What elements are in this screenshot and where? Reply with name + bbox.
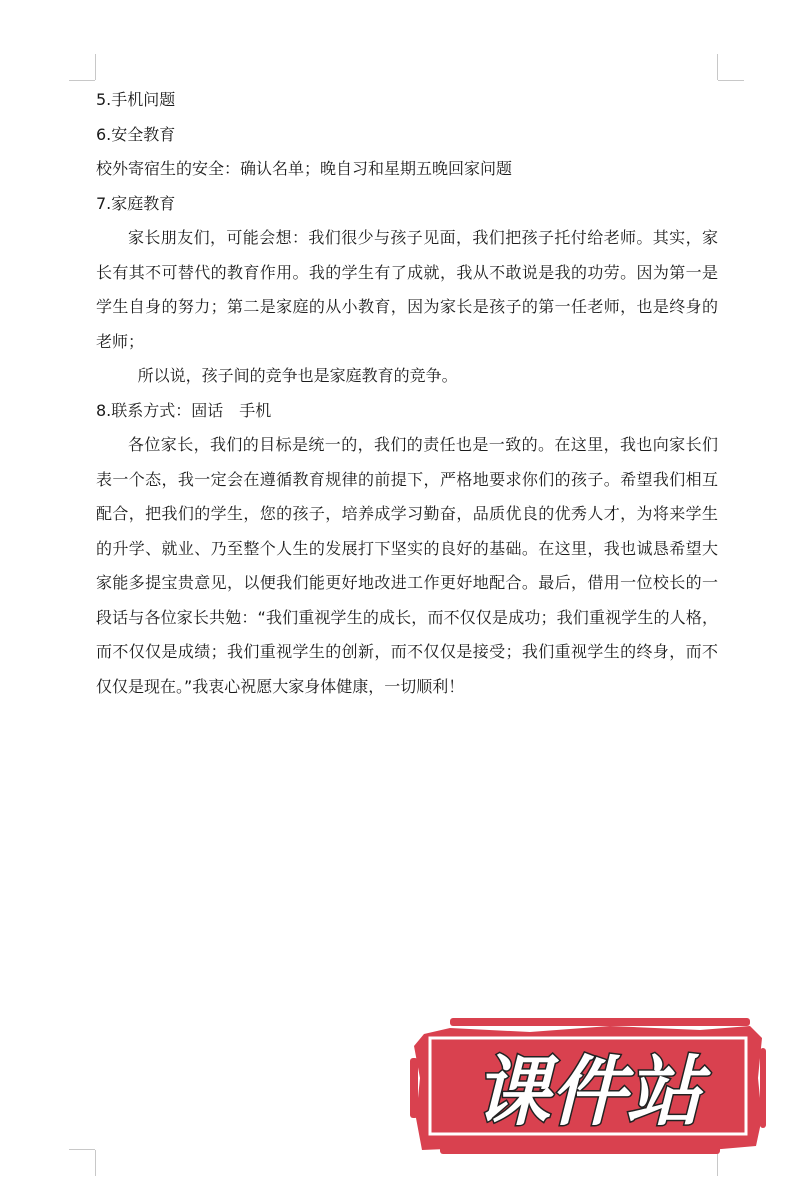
text-line: 校外寄宿生的安全：确认名单；晚自习和星期五晚回家问题 — [96, 159, 513, 178]
crop-mark — [718, 80, 744, 81]
crop-mark — [717, 54, 718, 80]
crop-mark — [69, 80, 95, 81]
section-heading: 5.手机问题 — [96, 90, 176, 109]
paragraph-competition: 所以说，孩子间的竞争也是家庭教育的竞争。 — [137, 366, 458, 385]
section-heading: 8.联系方式：固话 手机 — [96, 400, 272, 420]
section-heading: 6.安全教育 — [96, 124, 176, 144]
document-body — [96, 83, 718, 704]
paragraph-closing: 各位家长，我们的目标是统一的，我们的责任也是一致的。在这里，我也向家长们表一个态，我一定会在遵循教育规律的前提下，严格地要求你们的孩子。希望我们相互配合，把我们的学生，您的孩子，培养成学习勤奋，品质优良的优秀人才，为将来学生的升学、就业、乃至整个人生的发展打下坚实的良好的基础。在这里，我也诚恳希望大家能多提宝贵意见，以便我们能更好地改进工作更好地配合。最后，借用一位校长的一段话与各位家长共勉：“我们重视学生的成长，而不仅仅是成功；我们重视学生的人格，而不仅仅是成绩；我们重视学生的创新，而不仅仅是接受；我们重视学生的终身，而不仅仅是现在。”我衷心祝愿大家身体健康，一切顺利！ — [96, 435, 718, 696]
crop-mark — [95, 54, 96, 80]
watermark-text: 课件站 — [474, 1047, 702, 1136]
section-heading: 7.家庭教育 — [96, 193, 176, 213]
watermark-stamp — [410, 1018, 766, 1154]
paragraph-family-education: 家长朋友们，可能会想：我们很少与孩子见面，我们把孩子托付给老师。其实，家长有其不可替代的教育作用。我的学生有了成就，我从不敢说是我的功劳。因为第一是学生自身的努力；第二是家庭的从小教育，因为家长是孩子的第一任老师，也是终身的老师； — [96, 228, 718, 351]
crop-mark — [69, 1149, 95, 1150]
crop-mark — [95, 1150, 96, 1176]
